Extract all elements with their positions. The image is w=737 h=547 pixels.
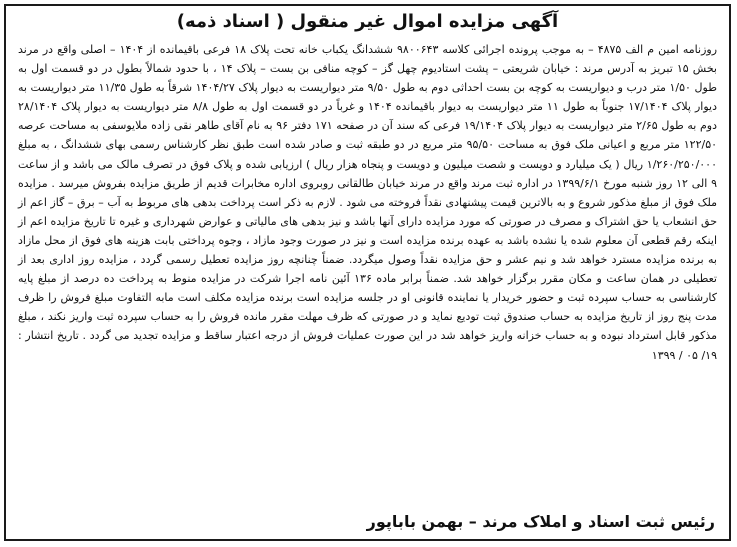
notice-title: آگهی مزایده اموال غیر منقول ( اسناد ذمه) — [176, 11, 559, 32]
notice-signature: رئیس ثبت اسناد و املاک مرند – بهمن باباپور — [366, 512, 715, 531]
auction-notice — [4, 4, 731, 541]
notice-body: روزنامه امین م الف ۴۸۷۵ – به موجب پرونده اجرائی کلاسه ۹۸۰۰۶۴۳ ششدانگ یکباب خانه تحت پلاک ۱۸ فرعی باقیمانده از ۱۴۰۴ – اصلی واقع در مرند بخش ۱۵ تبریز به آدرس مرند : خیابان شریعتی – پشت استادیوم چهل گز – کوچه منافی بن بست – پلاک ۱۴ ، با حدود شمالاً بطول در دو قسمت اول به طول ۱/۵۰ متر درب و دیواریست به کوچه بن بست احداثی دوم به طول ۹/۵۰ متر دیواریست به دیوار پلاک ۱۴۰۴/۲۷ شرقاً به طول ۱۱/۳۵ متر دیواریست به دیوار پلاک ۱۷/۱۴۰۴ جنوباً به طول ۱۱ متر دیواریست به دیوار باقیمانده ۱۴۰۴ و غرباً در دو قسمت اول به طول ۸/۸ متر دیواریست به دیوار پلاک ۲۸/۱۴۰۴ دوم به طول ۲/۶۵ متر دیواریست به دیوار پلاک ۱۹/۱۴۰۴ فرعی که سند آن در صفحه ۱۷۱ دفتر ۹۶ به نام آقای طاهر نقی زاده ملایوسفی به مساحت عرصه ۱۲۲/۵۰ متر مربع و اعیانی ملک فوق به مساحت ۹۵/۵۰ متر مربع در دو طبقه ثبت و صادر شده است طبق نظر کارشناس رسمی بهای ششدانگ ، به مبلغ ۱/۲۶۰/۲۵۰/۰۰۰ ریال ( یک میلیارد و دویست و شصت میلیون و دویست و پنجاه هزار ریال ) ارزیابی شده و پلاک فوق در تصرف مالک می باشد و از ساعت ۹ الی ۱۲ روز شنبه مورخ ۱۳۹۹/۶/۱ در اداره ثبت مرند واقع در مرند خیابان طالقانی روبروی اداره مخابرات قدیم از طریق مزایده بفروش میرسد . مزایده ملک فوق از مبلغ مذکور شروع و به بالاترین قیمت پیشنهادی نقداً فروخته می شود . لازم به ذکر است پرداخت بدهی های مربوط به آب – برق – گاز اعم از حق انشعاب یا حق اشتراک و مصرف در صورتی که مورد مزایده دارای آنها باشد و نیز بدهی های مالیاتی و عوارض شهرداری و غیره تا تاریخ مزایده اعم از اینکه رقم قطعی آن معلوم شده یا نشده باشد به عهده برنده مزایده است و نیز در صورت وجود مازاد ، وجوه پرداختی بابت هزینه های فوق از محل مازاد به برنده مزایده مسترد خواهد شد و نیم عشر و حق مزایده نقداً وصول میگردد. ضمناً چنانچه روز مزایده تعطیل رسمی گردد ، مزایده روز اداری بعد از تعطیلی در همان ساعت و مکان مقرر برگزار خواهد شد. ضمناً برابر ماده ۱۳۶ آئین نامه اجرا شرکت در مزایده منوط به پرداخت ده درصد از مبلغ پایه کارشناسی به حساب سپرده ثبت و حضور خریدار یا نماینده قانونی او در جلسه مزایده است برنده مزایده مکلف است مابه التفاوت مبلغ فروش را ظرف مدت پنج روز از تاریخ مزایده به حساب صندوق ثبت تودیع نماید و در صورتی که ظرف مهلت مقرر مانده فروش را به حساب سپرده ثبت واریز نکند ، مبلغ مذکور قابل استرداد نبوده و به حساب خزانه واریز خواهد شد در این صورت عملیات فروش از درجه اعتبار ساقط و مزایده تجدید می گردد . تاریخ انتشار : ۱۹/ ۰۵ / ۱۳۹۹ — [18, 43, 718, 362]
